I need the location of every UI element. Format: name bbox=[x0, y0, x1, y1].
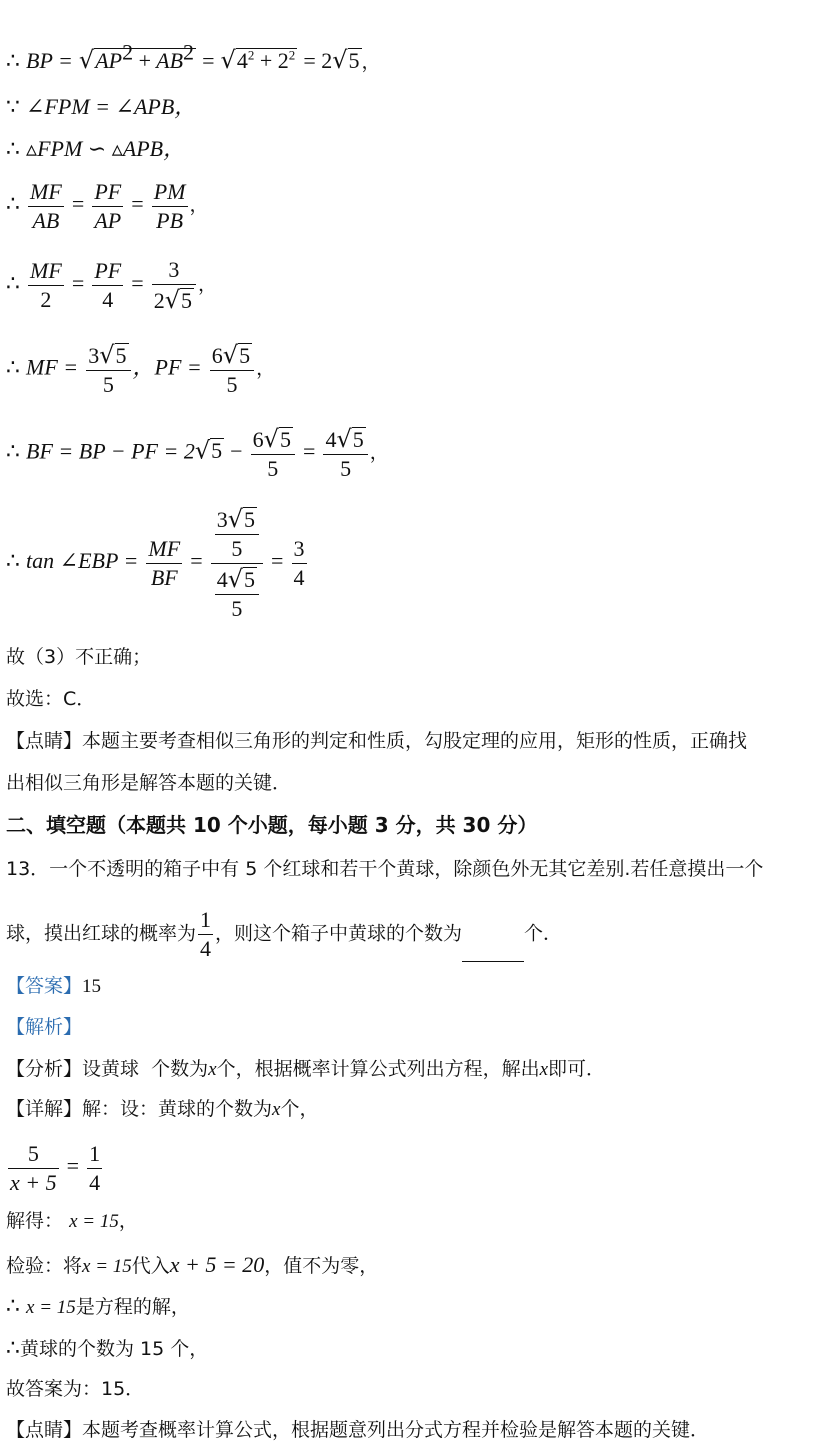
math-text: x bbox=[208, 1059, 217, 1080]
denominator bbox=[152, 285, 196, 315]
fraction bbox=[146, 535, 182, 591]
denominator: 4 bbox=[293, 564, 305, 590]
text: 代入 bbox=[131, 1255, 170, 1277]
text-line: 故（3）不正确； bbox=[6, 646, 152, 668]
sqrt-body bbox=[236, 48, 297, 73]
math-text: 6 bbox=[252, 427, 264, 452]
text: 黄球的个数为 15 个， bbox=[20, 1338, 209, 1360]
text: 个． bbox=[524, 922, 563, 945]
sqrt-body: 5 bbox=[243, 566, 255, 592]
because-symbol: ∵ bbox=[6, 95, 20, 120]
sqrt-body bbox=[94, 39, 196, 73]
therefore-symbol: ∴ bbox=[6, 1336, 20, 1361]
check-line bbox=[6, 1254, 378, 1276]
denominator: 4 bbox=[200, 935, 212, 961]
denominator: 4 bbox=[102, 286, 114, 312]
sqrt-sign: √ bbox=[220, 46, 236, 74]
math-text: x bbox=[272, 1099, 281, 1120]
numerator bbox=[86, 340, 130, 371]
numerator: MF bbox=[146, 535, 182, 564]
denominator: 5 bbox=[102, 372, 114, 397]
fraction bbox=[87, 1140, 102, 1196]
answer-value: 15 bbox=[82, 976, 102, 997]
fraction bbox=[86, 340, 130, 399]
sqrt-sign: √ bbox=[78, 46, 95, 74]
math-text: MF = bbox=[26, 354, 79, 380]
sqrt-sign: √ bbox=[164, 285, 181, 314]
eq-tan bbox=[6, 504, 309, 622]
fraction bbox=[92, 257, 123, 313]
math-text: BF = BP − PF = 2 bbox=[26, 438, 195, 464]
answer-blank bbox=[462, 942, 524, 962]
sqrt-body: 5 bbox=[115, 343, 127, 368]
fraction bbox=[215, 564, 259, 623]
text: 个， bbox=[280, 1098, 319, 1120]
math-text: + 2 bbox=[259, 48, 289, 73]
fraction bbox=[198, 906, 213, 962]
text: ， bbox=[118, 1210, 138, 1232]
analysis-label: 【解析】 bbox=[6, 1016, 83, 1038]
therefore-symbol: ∴ bbox=[6, 355, 20, 381]
root-line bbox=[6, 1296, 190, 1318]
numerator bbox=[215, 504, 259, 535]
sqrt-sign: √ bbox=[336, 425, 352, 453]
fraction bbox=[8, 1140, 59, 1196]
numerator: 3 bbox=[292, 535, 307, 564]
fraction bbox=[28, 178, 64, 234]
eq-ratio-values bbox=[6, 256, 217, 315]
solution-line bbox=[6, 1212, 138, 1231]
numerator: PF bbox=[92, 257, 123, 286]
math-text: ，PF = bbox=[132, 354, 202, 380]
denominator: 5 bbox=[267, 456, 279, 481]
fraction bbox=[28, 257, 64, 313]
question-13-line1: 13．一个不透明的箱子中有 5 个红球和若干个黄球，除颜色外无其它差别.若任意摸出一个 bbox=[6, 858, 764, 880]
numerator bbox=[215, 564, 259, 595]
math-text: = bbox=[131, 191, 144, 216]
fraction bbox=[152, 256, 196, 315]
comment-line: 【点睛】本题考查概率计算公式，根据题意列出分式方程并检验是解答本题的关键． bbox=[6, 1419, 710, 1441]
exponent: 2 bbox=[288, 47, 296, 63]
math-text: = bbox=[202, 48, 215, 73]
fraction bbox=[323, 424, 367, 483]
final-answer-line: 故答案为：15． bbox=[6, 1378, 145, 1400]
math-text: − bbox=[230, 438, 243, 464]
therefore-symbol: ∴ bbox=[6, 1294, 20, 1319]
punct: ， bbox=[189, 194, 209, 216]
eq-bp bbox=[6, 39, 381, 74]
math-text: 4 bbox=[216, 566, 228, 592]
numerator: 1 bbox=[87, 1140, 102, 1169]
sqrt-body: 5 bbox=[239, 343, 251, 368]
label: 【详解】 bbox=[6, 1098, 83, 1120]
numerator: MF bbox=[28, 257, 64, 286]
text: ，则这个箱子中黄球的个数为 bbox=[215, 922, 463, 945]
math-text: x = 15 bbox=[26, 1297, 76, 1318]
math-text: AB bbox=[156, 48, 184, 73]
math-text: = bbox=[190, 548, 203, 573]
text: 即可． bbox=[548, 1058, 606, 1080]
text: 个，根据概率计算公式列出方程，解出 bbox=[216, 1058, 540, 1080]
math-text: = bbox=[71, 270, 85, 296]
numerator: 1 bbox=[198, 906, 213, 935]
math-text: x = 15 bbox=[69, 1211, 119, 1232]
math-text: 4 bbox=[236, 48, 248, 73]
sqrt-sign: √ bbox=[222, 341, 239, 369]
section-heading: 二、填空题（本题共 10 个小题，每小题 3 分，共 30 分） bbox=[6, 813, 538, 837]
denominator: AB bbox=[32, 207, 60, 233]
math-text: AP bbox=[95, 48, 123, 73]
text: 检验：将 bbox=[6, 1255, 83, 1277]
punct: ， bbox=[361, 51, 381, 73]
fraction bbox=[210, 340, 254, 399]
math-text: x = 15 bbox=[82, 1256, 132, 1277]
text: 球，摸出红球的概率为 bbox=[6, 922, 197, 945]
sqrt-body: 5 bbox=[348, 48, 360, 73]
math-text: ∠FPM = ∠APB， bbox=[26, 94, 197, 119]
math-text: x + 5 = 20 bbox=[169, 1252, 265, 1277]
denominator: 5 bbox=[231, 536, 243, 561]
denominator bbox=[211, 564, 263, 623]
numerator bbox=[211, 504, 263, 564]
math-text: + bbox=[138, 48, 152, 73]
therefore-symbol: ∴ bbox=[6, 549, 20, 574]
eq-mf-pf bbox=[6, 340, 275, 399]
denominator: 4 bbox=[89, 1169, 101, 1195]
compound-fraction bbox=[211, 504, 263, 622]
denominator: 5 bbox=[231, 595, 243, 621]
numerator: 5 bbox=[8, 1140, 59, 1169]
exponent: 2 bbox=[247, 47, 255, 63]
exponent: 2 bbox=[183, 39, 195, 65]
text: ，值不为零， bbox=[264, 1255, 379, 1277]
numerator: PF bbox=[92, 178, 123, 207]
text: 解得： bbox=[6, 1210, 64, 1232]
text: 个数为 bbox=[151, 1058, 209, 1080]
numerator bbox=[323, 424, 367, 455]
sqrt-body: 5 bbox=[352, 427, 364, 452]
math-text: 3 bbox=[216, 507, 228, 532]
eq-similar bbox=[6, 138, 185, 161]
math-text: ▵FPM ∽ ▵APB， bbox=[26, 136, 186, 161]
sqrt-body: 5 bbox=[279, 427, 291, 452]
answer-line bbox=[6, 977, 101, 996]
sqrt-body: 5 bbox=[243, 507, 255, 532]
sqrt-sign: √ bbox=[99, 341, 115, 369]
therefore-symbol: ∴ bbox=[6, 49, 20, 74]
math-text: 6 bbox=[211, 343, 223, 368]
denominator: 5 bbox=[340, 456, 352, 481]
punct: ， bbox=[256, 357, 276, 380]
analysis-line bbox=[6, 1060, 605, 1079]
eq-ratio bbox=[6, 178, 209, 234]
math-text: 4 bbox=[325, 427, 337, 452]
denominator: 5 bbox=[226, 372, 238, 397]
fraction bbox=[251, 424, 295, 483]
therefore-symbol: ∴ bbox=[6, 439, 20, 465]
math-text: = bbox=[131, 270, 144, 296]
equation bbox=[6, 1140, 104, 1196]
text-line: 出相似三角形是解答本题的关键． bbox=[6, 772, 292, 794]
question-13-line2 bbox=[6, 906, 562, 962]
text: 解：设：黄球的个数为 bbox=[82, 1098, 273, 1120]
fraction bbox=[292, 535, 307, 591]
therefore-symbol: ∴ bbox=[6, 271, 20, 297]
punct: ， bbox=[369, 441, 389, 464]
eq-angle bbox=[6, 96, 196, 119]
denominator: AP bbox=[94, 207, 122, 233]
therefore-symbol: ∴ bbox=[6, 137, 20, 162]
math-text: = bbox=[66, 1153, 80, 1178]
denominator: PB bbox=[156, 207, 184, 233]
fraction bbox=[215, 504, 259, 563]
numerator bbox=[251, 424, 295, 455]
text: 设黄球 bbox=[82, 1058, 140, 1080]
eq-bf bbox=[6, 424, 389, 483]
math-text: x bbox=[539, 1059, 549, 1080]
sqrt-sign: √ bbox=[227, 564, 243, 593]
answer-label: 【答案】 bbox=[6, 975, 83, 997]
punct: ， bbox=[198, 273, 218, 296]
numerator: PM bbox=[152, 178, 188, 207]
fraction bbox=[92, 178, 123, 234]
text-line: 【点睛】本题主要考查相似三角形的判定和性质，勾股定理的应用，矩形的性质，正确找 bbox=[6, 730, 748, 752]
sqrt-sign: √ bbox=[194, 436, 211, 465]
count-line bbox=[6, 1338, 208, 1360]
text-line: 故选：C． bbox=[6, 688, 96, 710]
math-text: = bbox=[71, 191, 85, 216]
math-text: tan ∠EBP = bbox=[26, 548, 139, 573]
denominator: 2 bbox=[40, 286, 52, 312]
fraction bbox=[152, 178, 188, 234]
sqrt-sign: √ bbox=[332, 46, 348, 74]
math-text: 2 bbox=[153, 287, 165, 313]
math-text: = 2 bbox=[303, 48, 333, 73]
numerator bbox=[210, 340, 254, 371]
denominator: BF bbox=[150, 564, 178, 590]
math-text: = bbox=[302, 438, 316, 464]
label: 【分析】 bbox=[6, 1058, 83, 1080]
numerator: 3 bbox=[152, 256, 196, 285]
math-text: = bbox=[271, 548, 284, 573]
exponent: 2 bbox=[122, 39, 134, 65]
text: 是方程的解， bbox=[75, 1296, 190, 1318]
sqrt-sign: √ bbox=[263, 425, 279, 453]
sqrt-body: 5 bbox=[211, 438, 223, 464]
sqrt-body: 5 bbox=[181, 287, 193, 313]
denominator: x + 5 bbox=[10, 1169, 57, 1195]
math-text: 3 bbox=[88, 343, 100, 368]
detail-line bbox=[6, 1100, 318, 1119]
math-text: BP = bbox=[26, 48, 73, 73]
sqrt-sign: √ bbox=[227, 505, 243, 533]
numerator: MF bbox=[28, 178, 64, 207]
therefore-symbol: ∴ bbox=[6, 192, 20, 217]
